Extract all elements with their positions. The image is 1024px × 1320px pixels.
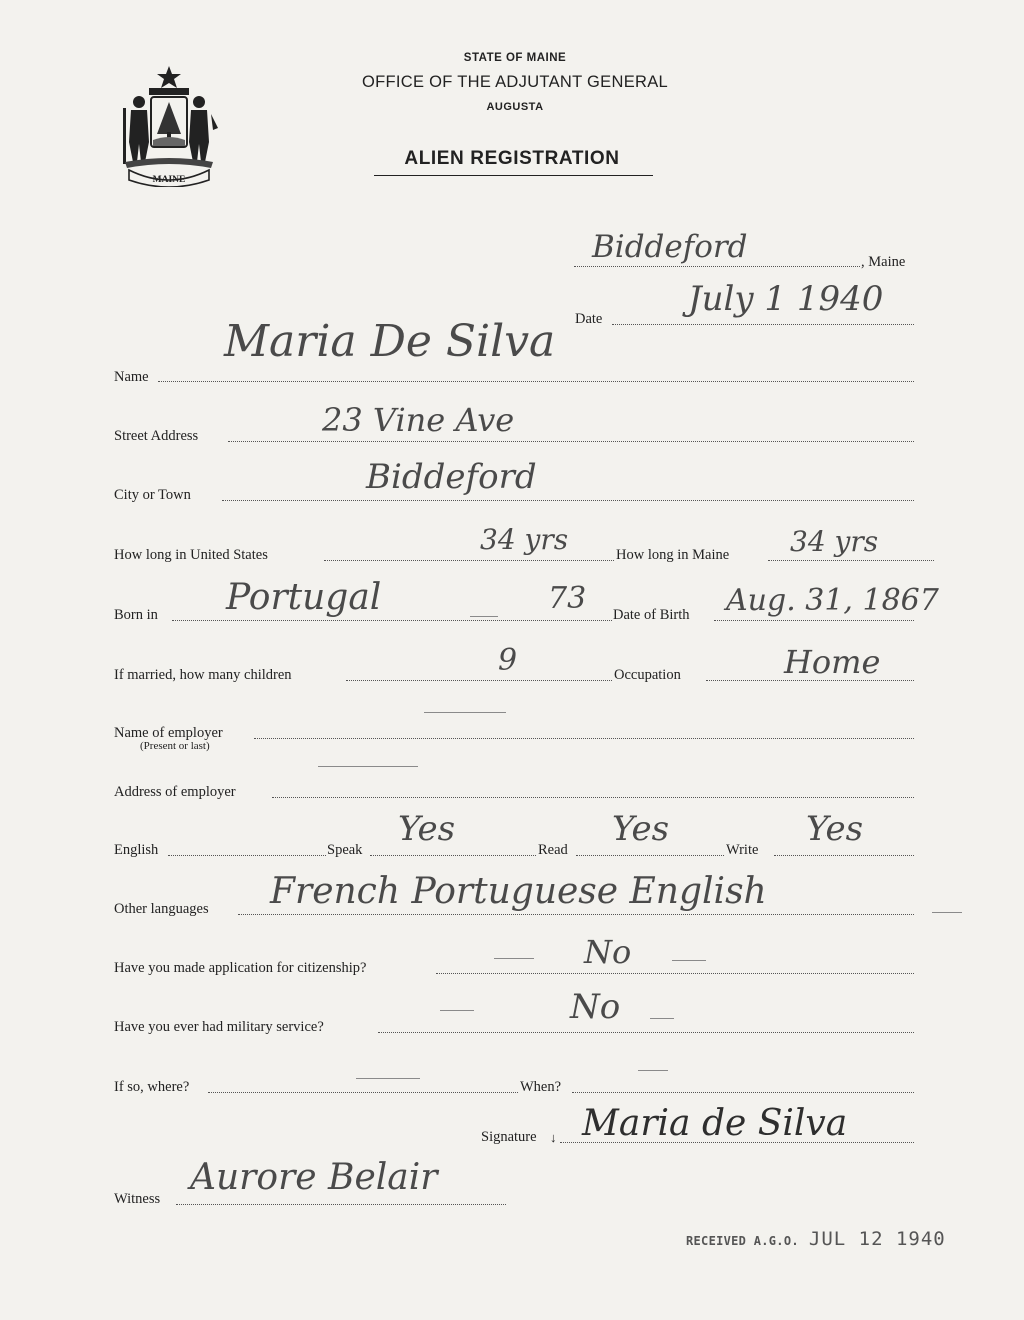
age-value: 73 <box>548 581 587 616</box>
dob-value: Aug. 31, 1867 <box>726 583 939 618</box>
maine-years-line <box>768 560 934 561</box>
military-value: No <box>570 987 621 1027</box>
street-line <box>228 441 914 442</box>
occupation-value: Home <box>784 643 881 681</box>
citizenship-dash-left <box>494 958 534 959</box>
signature-value: Maria de Silva <box>582 1103 848 1144</box>
where-dash <box>356 1078 420 1079</box>
born-line <box>172 620 612 621</box>
english-line <box>168 855 326 856</box>
city-heading: AUGUSTA <box>486 101 544 113</box>
title-underline <box>374 175 653 176</box>
city-label: City or Town <box>114 487 191 503</box>
place-suffix: , Maine <box>861 254 906 270</box>
place-line <box>574 266 860 267</box>
us-years-value: 34 yrs <box>480 523 569 556</box>
city-value: Biddeford <box>366 457 537 497</box>
children-value: 9 <box>498 643 518 678</box>
write-line <box>774 855 914 856</box>
dob-line <box>714 620 914 621</box>
svg-text:MAINE: MAINE <box>152 175 186 185</box>
speak-line <box>370 855 536 856</box>
street-value: 23 Vine Ave <box>322 401 515 439</box>
witness-value: Aurore Belair <box>190 1157 438 1198</box>
military-line <box>378 1032 914 1033</box>
employer-label: Name of employer <box>114 725 223 741</box>
born-value: Portugal <box>226 577 382 618</box>
name-line <box>158 381 914 382</box>
employer-address-label: Address of employer <box>114 784 236 800</box>
place-value: Biddeford <box>592 229 748 265</box>
us-years-label: How long in United States <box>114 547 268 563</box>
employer-sublabel: (Present or last) <box>140 740 210 752</box>
born-label: Born in <box>114 607 158 623</box>
witness-line <box>176 1204 506 1205</box>
employer-dash <box>424 712 506 713</box>
signature-label: Signature <box>481 1129 537 1145</box>
write-value: Yes <box>806 809 864 849</box>
maine-years-value: 34 yrs <box>790 525 879 558</box>
dob-label: Date of Birth <box>613 607 690 623</box>
speak-label: Speak <box>327 842 363 858</box>
born-dash <box>470 616 498 617</box>
other-languages-label: Other languages <box>114 901 209 917</box>
date-label: Date <box>575 311 603 327</box>
name-label: Name <box>114 369 149 385</box>
employer-line <box>254 738 914 739</box>
children-label: If married, how many children <box>114 667 292 683</box>
military-dash-right <box>650 1018 674 1019</box>
received-stamp-label: RECEIVED A.G.O. <box>686 1234 799 1248</box>
children-line <box>346 680 612 681</box>
received-stamp-date: JUL 12 1940 <box>808 1228 946 1250</box>
other-languages-value: French Portuguese English <box>270 871 767 912</box>
military-dash-left <box>440 1010 474 1011</box>
read-value: Yes <box>612 809 670 849</box>
other-languages-line <box>238 914 914 915</box>
state-heading: STATE OF MAINE <box>463 52 567 64</box>
citizenship-line <box>436 973 914 974</box>
citizenship-label: Have you made application for citizenship? <box>114 960 367 976</box>
where-label: If so, where? <box>114 1079 190 1095</box>
speak-value: Yes <box>398 809 456 849</box>
name-value: Maria De Silva <box>224 316 556 367</box>
date-value: July 1 1940 <box>688 279 884 319</box>
office-heading: OFFICE OF THE ADJUTANT GENERAL <box>361 73 669 91</box>
military-label: Have you ever had military service? <box>114 1019 324 1035</box>
maine-years-label: How long in Maine <box>616 547 730 563</box>
date-line <box>612 324 914 325</box>
other-languages-dash <box>932 912 962 913</box>
citizenship-value: No <box>584 933 632 971</box>
when-label: When? <box>520 1079 562 1095</box>
city-line <box>222 500 914 501</box>
read-label: Read <box>538 842 568 858</box>
street-label: Street Address <box>114 428 199 444</box>
us-years-line <box>324 560 614 561</box>
signature-arrow-icon: ↓ <box>550 1130 557 1145</box>
write-label: Write <box>726 842 759 858</box>
employer-address-dash <box>318 766 418 767</box>
received-stamp <box>686 1228 946 1250</box>
citizenship-dash-right <box>672 960 706 961</box>
when-dash <box>638 1070 668 1071</box>
employer-address-line <box>272 797 914 798</box>
occupation-label: Occupation <box>614 667 681 683</box>
witness-label: Witness <box>114 1191 161 1207</box>
when-line <box>572 1092 914 1093</box>
form-title: ALIEN REGISTRATION <box>404 148 620 169</box>
english-label: English <box>114 842 159 858</box>
where-line <box>208 1092 518 1093</box>
read-line <box>576 855 724 856</box>
